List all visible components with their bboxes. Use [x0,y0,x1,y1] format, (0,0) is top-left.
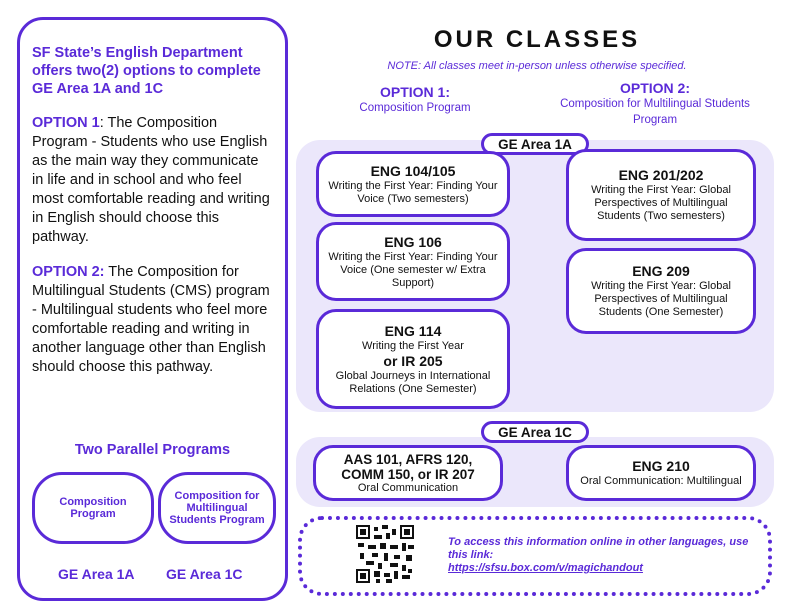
course-code: ENG 210 [632,458,690,474]
multilingual-program-pill: Composition for Multilingual Students Program [158,472,276,544]
option2-paragraph [32,263,271,377]
option2-label: OPTION 2: [32,264,105,280]
course-alternate-description: Global Journeys in International Relations (One Semester) [335,369,491,395]
course-card-eng201 [566,149,756,241]
area-1a-label: GE Area 1A [58,566,135,582]
option1-header-title: OPTION 1: [379,84,450,100]
option2-header-subtitle: Composition for Multilingual Students Program [560,98,750,126]
option1-header-subtitle: Composition Program [359,102,471,114]
course-description: Oral Communication: Multilingual [580,475,742,487]
composition-program-pill: Composition Program [32,472,154,544]
course-card-oral-communication [313,445,503,501]
course-code: ENG 106 [384,233,442,250]
qr-code-icon[interactable] [356,525,414,583]
course-description: Writing the First Year [362,339,464,352]
link-instructions-text: To access this information online in other languages, use this link: [448,536,749,561]
left-info-panel [17,17,288,601]
option2-header [560,80,750,128]
area-1c-label: GE Area 1C [166,566,243,582]
course-card-eng106 [316,222,510,301]
course-card-eng210 [566,445,756,501]
course-code: ENG 209 [632,263,690,279]
area-1c-pill: GE Area 1C [481,421,589,443]
online-link-box [298,516,772,596]
magic-handout-link[interactable]: https://sfsu.box.com/v/magichandout [448,562,643,574]
intro-heading: SF State’s English Department offers two(2) options to complete GE Area 1A and 1C [32,45,261,97]
parallel-programs-title: Two Parallel Programs [74,442,231,458]
course-description: Writing the First Year: Global Perspectives of Multilingual Students (Two semesters) [591,184,731,222]
option1-paragraph [32,114,271,247]
course-code: AAS 101, AFRS 120, COMM 150, or IR 207 [341,451,475,482]
note-text: NOTE: All classes meet in-person unless otherwise specified. [387,60,687,72]
course-card-eng114 [316,309,510,409]
course-code: ENG 114 [384,322,442,339]
page-title: OUR CLASSES [433,26,641,53]
course-card-eng104 [316,151,510,217]
course-code: ENG 201/202 [618,167,704,183]
course-description: Writing the First Year: Global Perspectives of Multilingual Students (One Semester) [591,280,731,318]
option1-header [330,84,500,116]
option1-description: : The Composition Program - Students who use English as the main way they communicate in life and in school and who feel most comfortable reading and writing in English should choose this pathway. [32,115,270,245]
course-card-eng209 [566,248,756,334]
course-description: Writing the First Year: Finding Your Voice (Two semesters) [328,179,498,205]
course-description: Oral Communication [357,481,459,494]
option1-label: OPTION 1 [32,115,100,131]
link-instructions [448,536,758,575]
course-code: ENG 104/105 [370,162,456,179]
option2-header-title: OPTION 2: [619,80,690,96]
area-1a-pill: GE Area 1A [481,133,589,155]
course-description: Writing the First Year: Finding Your Voice (One semester w/ Extra Support) [328,250,498,289]
option2-description: The Composition for Multilingual Students (CMS) program - Multilingual students who feel more comfortable reading and writing in another language other than English should choose this pathway. [32,264,270,375]
course-alternate-code: or IR 205 [383,352,443,369]
